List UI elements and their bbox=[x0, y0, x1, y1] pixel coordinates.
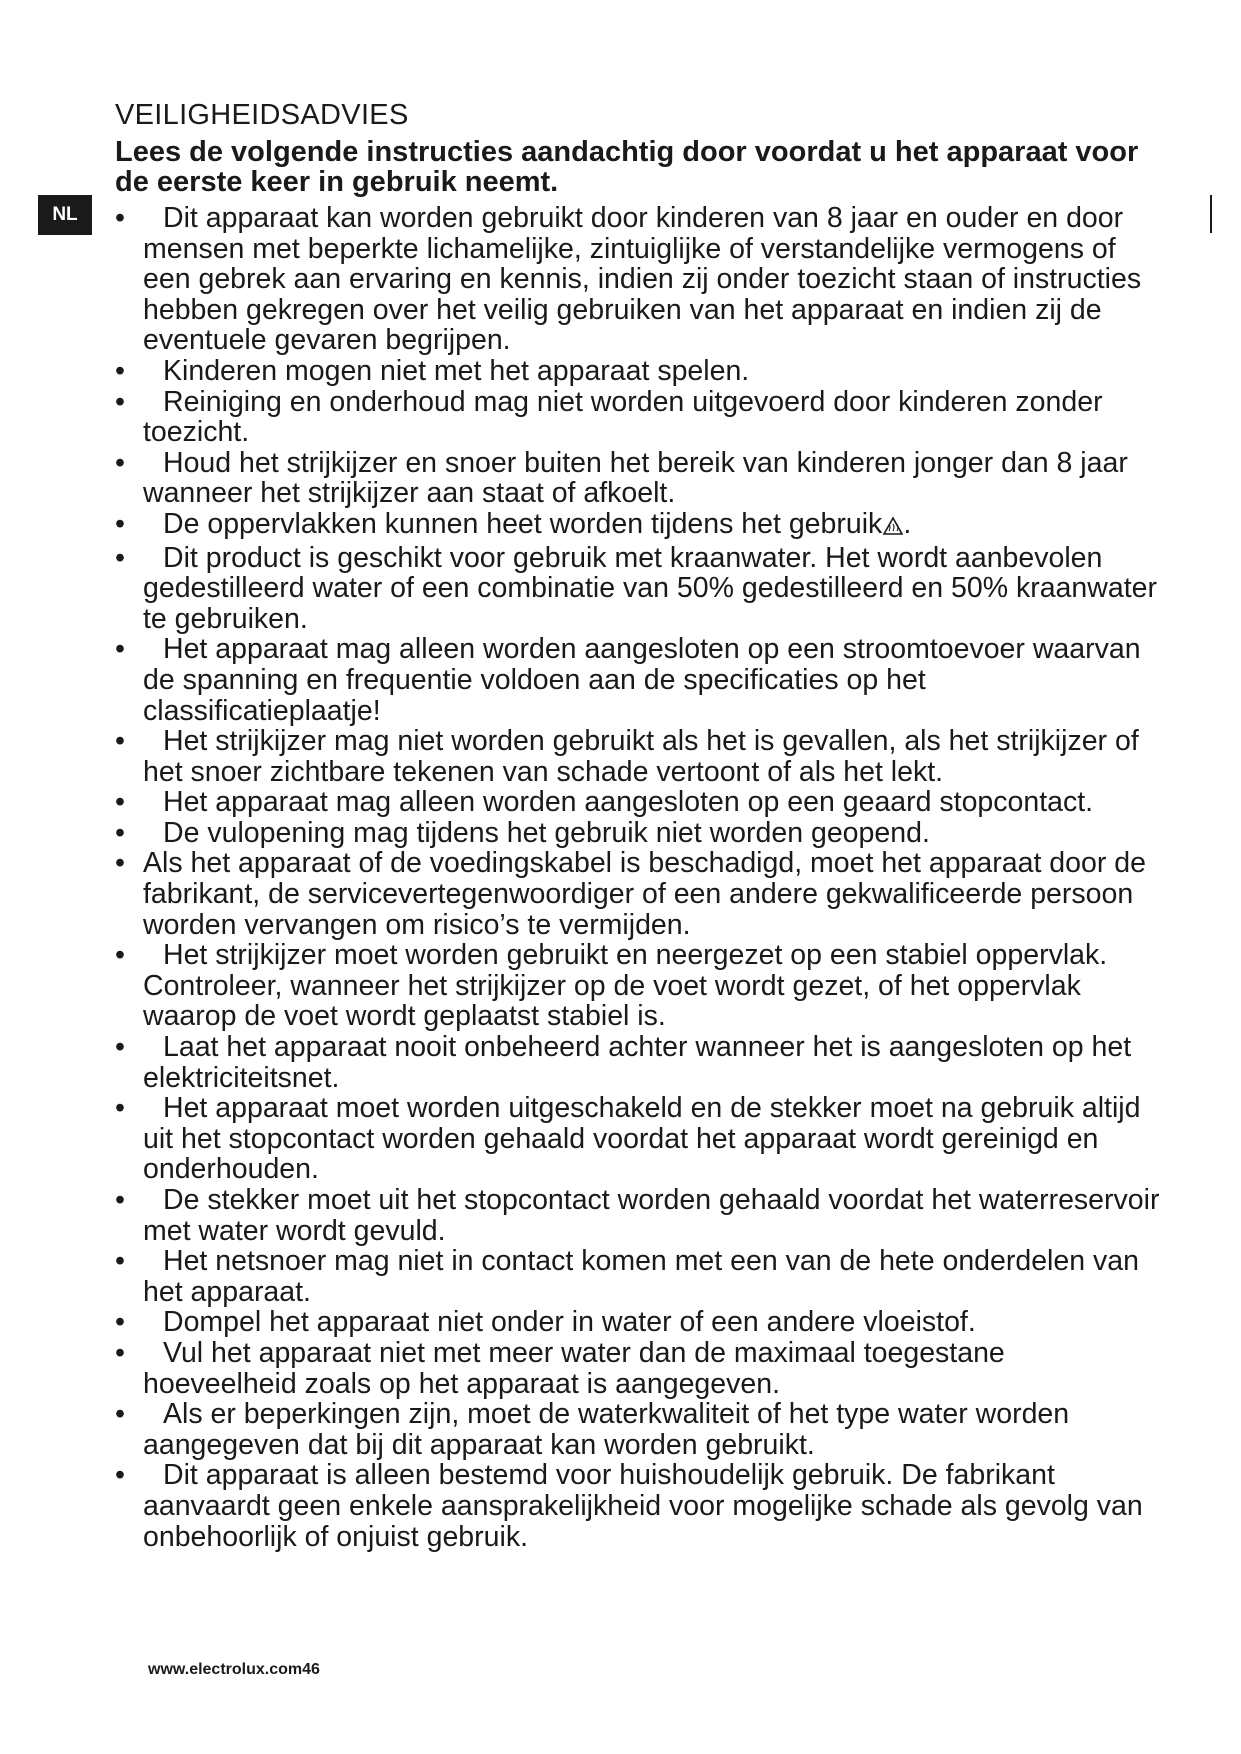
hot-surface-warning-icon bbox=[883, 512, 903, 543]
list-item-text: Reiniging en onderhoud mag niet worden uitgevoerd door kinderen zonder toezicht. bbox=[143, 385, 1103, 449]
list-item bbox=[115, 387, 1165, 448]
bullet: • bbox=[115, 1184, 125, 1216]
bullet: • bbox=[115, 354, 125, 387]
list-item bbox=[115, 1399, 1165, 1460]
bullet: • bbox=[115, 1031, 125, 1064]
bullet: • bbox=[115, 1336, 125, 1369]
list-item-text: Het apparaat mag alleen worden aangesloten op een stroomtoevoer waarvan de spanning en frequentie voldoen aan de specificaties op het classificatieplaatje! bbox=[143, 633, 1141, 727]
list-item bbox=[115, 848, 1165, 940]
bullet: • bbox=[115, 1306, 125, 1339]
list-item-text: De stekker moet uit het stopcontact worden gehaald voordat het waterreservoir met water wordt gevuld. bbox=[143, 1184, 1160, 1247]
list-item-text: Dit apparaat kan worden gebruikt door kinderen van 8 jaar en ouder en door mensen met beperkte lichamelijke, zintuiglijke of verstandelijke vermogens of een gebrek aan ervaring en kennis, indien zij onder toezicht staan of instructies hebben gekregen over het veilig gebruiken van het apparaat en indien zij de eventuele gevaren begrijpen. bbox=[143, 202, 1142, 357]
bullet: • bbox=[115, 541, 125, 574]
section-title: VEILIGHEIDSADVIES bbox=[115, 99, 409, 131]
list-item bbox=[115, 543, 1165, 635]
list-item bbox=[115, 1338, 1165, 1399]
language-tab: NL bbox=[38, 195, 92, 235]
list-item bbox=[115, 726, 1165, 787]
list-item-text: De vulopening mag tijdens het gebruik niet worden geopend. bbox=[163, 816, 930, 849]
list-item-text: Dit product is geschikt voor gebruik met kraanwater. Het wordt aanbevolen gedestilleerd water of een combinatie van 50% gedestilleerd en 50% kraanwater te gebruiken. bbox=[143, 541, 1157, 635]
bullet: • bbox=[115, 1245, 125, 1278]
bullet: • bbox=[115, 202, 125, 234]
bullet: • bbox=[115, 385, 125, 418]
list-item-text: Het apparaat moet worden uitgeschakeld en de stekker moet na gebruik altijd uit het stopcontact worden gehaald voordat het apparaat wordt gereinigd en onderhouden. bbox=[143, 1092, 1141, 1186]
bullet: • bbox=[115, 786, 125, 819]
list-item bbox=[115, 509, 1165, 543]
list-item bbox=[115, 940, 1165, 1032]
bullet: • bbox=[115, 446, 125, 479]
bullet: • bbox=[115, 1398, 125, 1431]
bullet: • bbox=[115, 939, 125, 972]
intro-text: Lees de volgende instructies aandachtig door voordat u het apparaat voor de eerste keer in gebruik neemt. bbox=[115, 136, 1139, 198]
list-item bbox=[115, 634, 1165, 726]
margin-marker bbox=[1210, 195, 1212, 233]
footer-url: www.electrolux.com46 bbox=[148, 1661, 320, 1678]
list-item bbox=[115, 1032, 1165, 1093]
bullet: • bbox=[115, 1092, 125, 1125]
punctuation: . bbox=[903, 507, 912, 540]
list-item-text: Het strijkijzer moet worden gebruikt en neergezet op een stabiel oppervlak. Controleer, wanneer het strijkijzer op de voet wordt gezet, of het oppervlak waarop de voet wordt geplaatst stabiel is. bbox=[143, 939, 1108, 1033]
safety-list bbox=[115, 203, 1165, 1552]
list-item-text: Laat het apparaat nooit onbeheerd achter wanneer het is aangesloten op het elektriciteitsnet. bbox=[143, 1031, 1132, 1094]
list-item-text: Vul het apparaat niet met meer water dan de maximaal toegestane hoeveelheid zoals op het apparaat is aangegeven. bbox=[143, 1336, 1005, 1400]
list-item bbox=[115, 818, 1165, 849]
list-item-text: Het apparaat mag alleen worden aangesloten op een geaard stopcontact. bbox=[163, 786, 1094, 819]
list-item bbox=[115, 787, 1165, 818]
list-item bbox=[115, 1185, 1165, 1246]
list-item bbox=[115, 1093, 1165, 1185]
bullet: • bbox=[115, 1459, 125, 1492]
bullet: • bbox=[115, 847, 125, 880]
bullet: • bbox=[115, 507, 125, 540]
bullet: • bbox=[115, 633, 125, 666]
bullet: • bbox=[115, 816, 125, 849]
list-item-text: Houd het strijkijzer en snoer buiten het bereik van kinderen jonger dan 8 jaar wanneer het strijkijzer aan staat of afkoelt. bbox=[143, 446, 1128, 510]
list-item-text: Dompel het apparaat niet onder in water of een andere vloeistof. bbox=[163, 1306, 976, 1339]
list-item bbox=[115, 1246, 1165, 1307]
bullet: • bbox=[115, 725, 125, 758]
safety-section bbox=[115, 97, 1165, 1552]
list-item bbox=[115, 1460, 1165, 1552]
list-item-text: De oppervlakken kunnen heet worden tijdens het gebruik bbox=[163, 507, 883, 540]
list-item-text: Kinderen mogen niet met het apparaat spelen. bbox=[163, 354, 750, 387]
list-item-text: Dit apparaat is alleen bestemd voor huishoudelijk gebruik. De fabrikant aanvaardt geen enkele aansprakelijkheid voor mogelijke schade als gevolg van onbehoorlijk of onjuist gebruik. bbox=[143, 1459, 1143, 1553]
list-item bbox=[115, 203, 1165, 356]
list-item-text: Het netsnoer mag niet in contact komen met een van de hete onderdelen van het apparaat. bbox=[143, 1245, 1139, 1308]
list-item bbox=[115, 356, 1165, 387]
list-item bbox=[115, 448, 1165, 509]
list-item-text: Als het apparaat of de voedingskabel is beschadigd, moet het apparaat door de fabrikant, de servicevertegenwoordiger of een andere gekwalificeerde persoon worden vervangen om risico’s te vermijden. bbox=[143, 847, 1146, 941]
list-item-text: Als er beperkingen zijn, moet de waterkwaliteit of het type water worden aangegeven dat bij dit apparaat kan worden gebruikt. bbox=[143, 1398, 1070, 1461]
list-item bbox=[115, 1307, 1165, 1338]
list-item-text: Het strijkijzer mag niet worden gebruikt als het is gevallen, als het strijkijzer of het snoer zichtbare tekenen van schade vertoont of als het lekt. bbox=[143, 725, 1139, 788]
